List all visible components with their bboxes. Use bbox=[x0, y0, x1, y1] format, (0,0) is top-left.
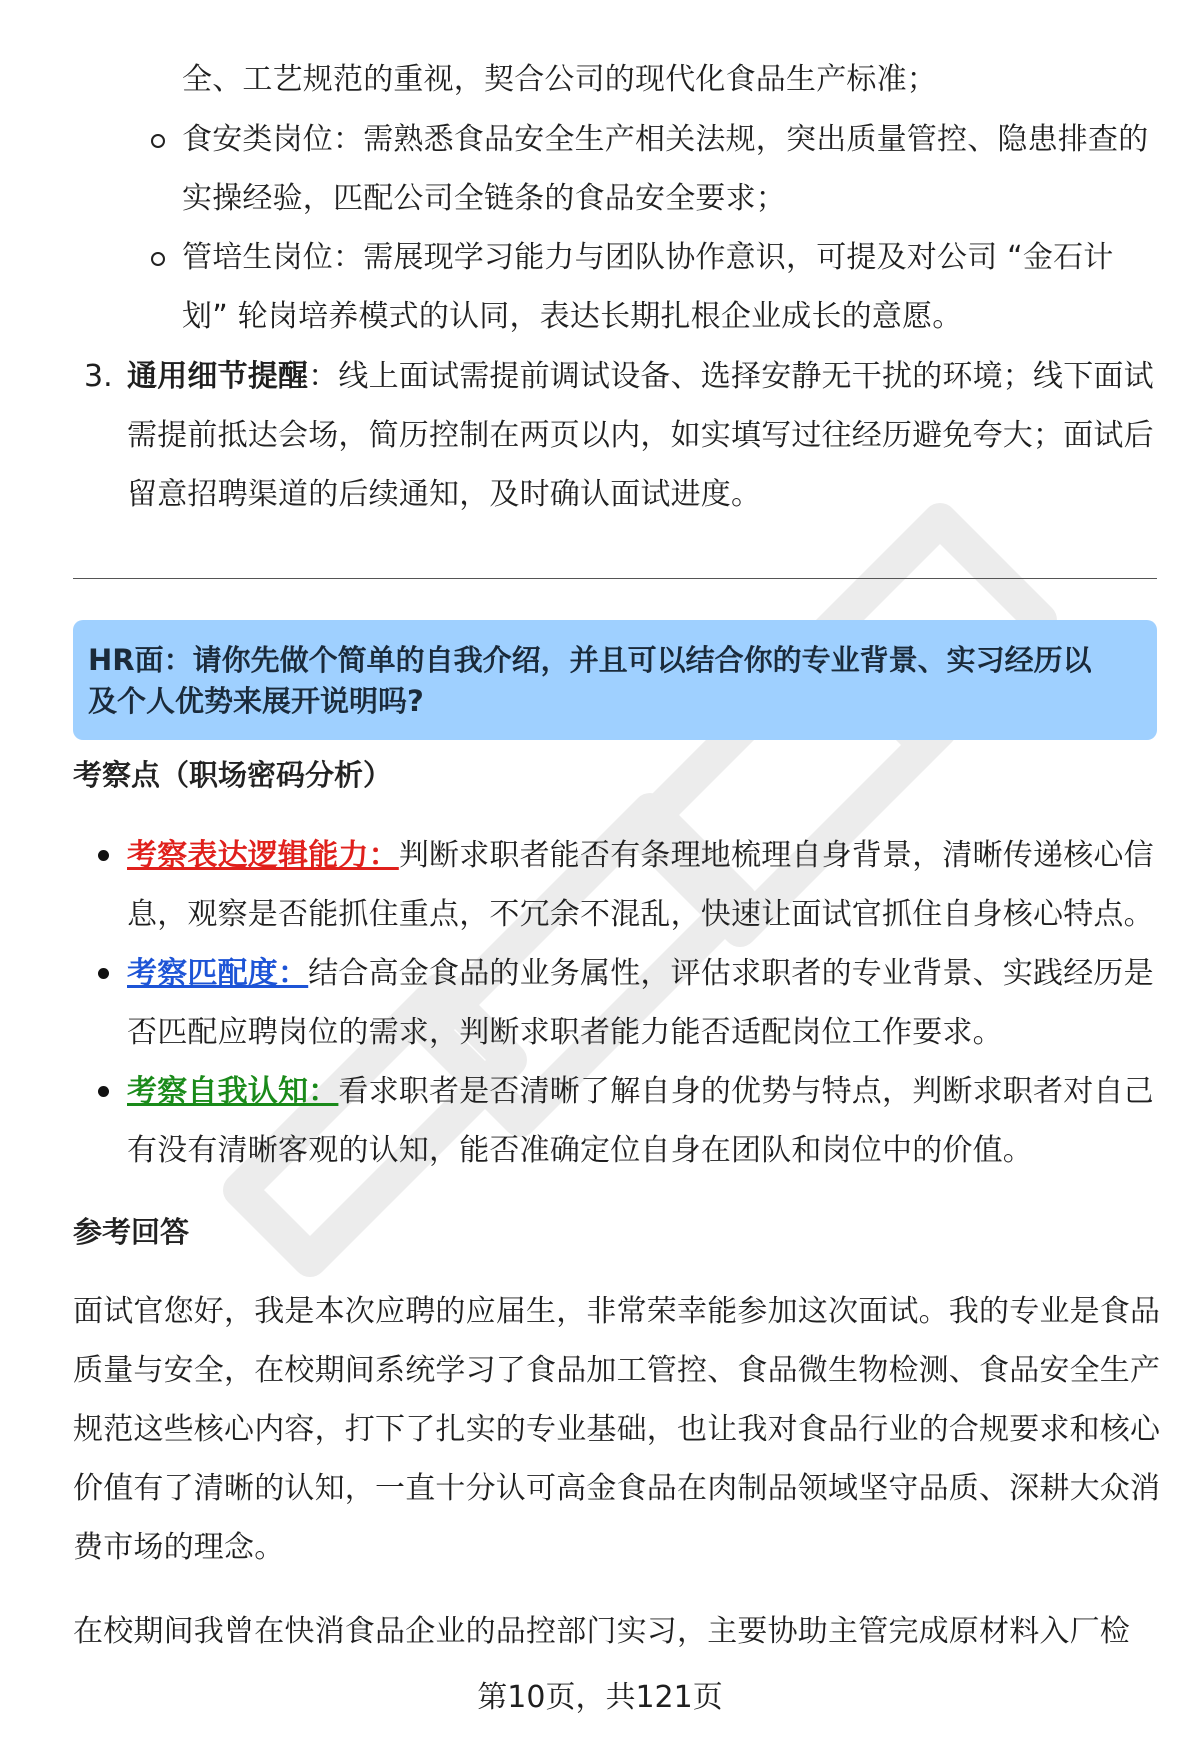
answer-para2-line: 在校期间我曾在快消食品企业的品控部门实习，主要协助主管完成原材料入厂检 bbox=[73, 1614, 1130, 1649]
bullet-dot-icon bbox=[98, 1086, 109, 1097]
analysis-item-self-line2: 有没有清晰客观的认知，能否准确定位自身在团队和岗位中的价值。 bbox=[127, 1133, 1033, 1168]
food-safety-item-line1: 食安类岗位：需熟悉食品安全生产相关法规，突出质量管控、隐患排查的 bbox=[182, 122, 1149, 157]
answer-para1-line: 质量与安全，在校期间系统学习了食品加工管控、食品微生物检测、食品安全生产 bbox=[73, 1353, 1161, 1388]
analysis-item-logic-rest: 判断求职者能否有条理地梳理自身背景，清晰传递核心信 bbox=[398, 838, 1154, 873]
bullet-circle-icon bbox=[151, 134, 165, 148]
answer-para1-line: 规范这些核心内容，打下了扎实的专业基础，也让我对食品行业的合规要求和核心 bbox=[73, 1412, 1161, 1447]
bullet-dot-icon bbox=[98, 968, 109, 979]
food-safety-item-line2: 实操经验，匹配公司全链条的食品安全要求； bbox=[182, 181, 786, 216]
list-continuation-line: 全、工艺规范的重视，契合公司的现代化食品生产标准； bbox=[182, 62, 937, 97]
list-number: 3. bbox=[84, 359, 113, 394]
question-box bbox=[73, 620, 1157, 740]
section-divider bbox=[73, 578, 1157, 579]
analysis-item-self-rest: 看求职者是否清晰了解自身的优势与特点，判断求职者对自己 bbox=[338, 1074, 1154, 1109]
analysis-item-match-line1 bbox=[127, 954, 1154, 994]
analysis-item-logic-line2: 息，观察是否能抓住重点，不冗余不混乱，快速让面试官抓住自身核心特点。 bbox=[127, 897, 1154, 932]
bullet-circle-icon bbox=[151, 252, 165, 266]
trainee-item-line2: 划” 轮岗培养模式的认同，表达长期扎根企业成长的意愿。 bbox=[182, 299, 963, 334]
trainee-item-line1: 管培生岗位：需展现学习能力与团队协作意识，可提及对公司 “金石计 bbox=[182, 240, 1114, 275]
question-line1: HR面：请你先做个简单的自我介绍，并且可以结合你的专业背景、实习经历以 bbox=[88, 643, 1092, 677]
bullet-dot-icon bbox=[98, 850, 109, 861]
general-tips-title: 通用细节提醒 bbox=[127, 359, 309, 394]
question-line2: 及个人优势来展开说明吗? bbox=[88, 684, 424, 718]
analysis-item-logic-label: 考察表达逻辑能力： bbox=[127, 838, 399, 873]
analysis-item-match-rest: 结合高金食品的业务属性，评估求职者的专业背景、实践经历是 bbox=[308, 956, 1154, 991]
analysis-heading: 考察点（职场密码分析） bbox=[73, 758, 393, 792]
general-tips-line3: 留意招聘渠道的后续通知，及时确认面试进度。 bbox=[127, 477, 762, 512]
general-tips-line2: 需提前抵达会场，简历控制在两页以内，如实填写过往经历避免夸大；面试后 bbox=[127, 418, 1154, 453]
analysis-item-logic-line1 bbox=[127, 836, 1154, 876]
analysis-item-self-line1 bbox=[127, 1072, 1154, 1112]
general-tips-line1 bbox=[127, 357, 1154, 397]
answer-para1-line: 费市场的理念。 bbox=[73, 1530, 285, 1565]
analysis-item-self-label: 考察自我认知： bbox=[127, 1074, 339, 1109]
page-number: 第10页，共121页 bbox=[477, 1680, 723, 1715]
analysis-item-match-line2: 否匹配应聘岗位的需求，判断求职者能力能否适配岗位工作要求。 bbox=[127, 1015, 1003, 1050]
answer-para1-line: 面试官您好，我是本次应聘的应届生，非常荣幸能参加这次面试。我的专业是食品 bbox=[73, 1294, 1161, 1329]
answer-para1-line: 价值有了清晰的认知，一直十分认可高金食品在肉制品领域坚守品质、深耕大众消 bbox=[73, 1471, 1161, 1506]
general-tips-line1-rest: ：线上面试需提前调试设备、选择安静无干扰的环境；线下面试 bbox=[308, 359, 1154, 394]
answer-heading: 参考回答 bbox=[73, 1215, 190, 1249]
analysis-item-match-label: 考察匹配度： bbox=[127, 956, 309, 991]
